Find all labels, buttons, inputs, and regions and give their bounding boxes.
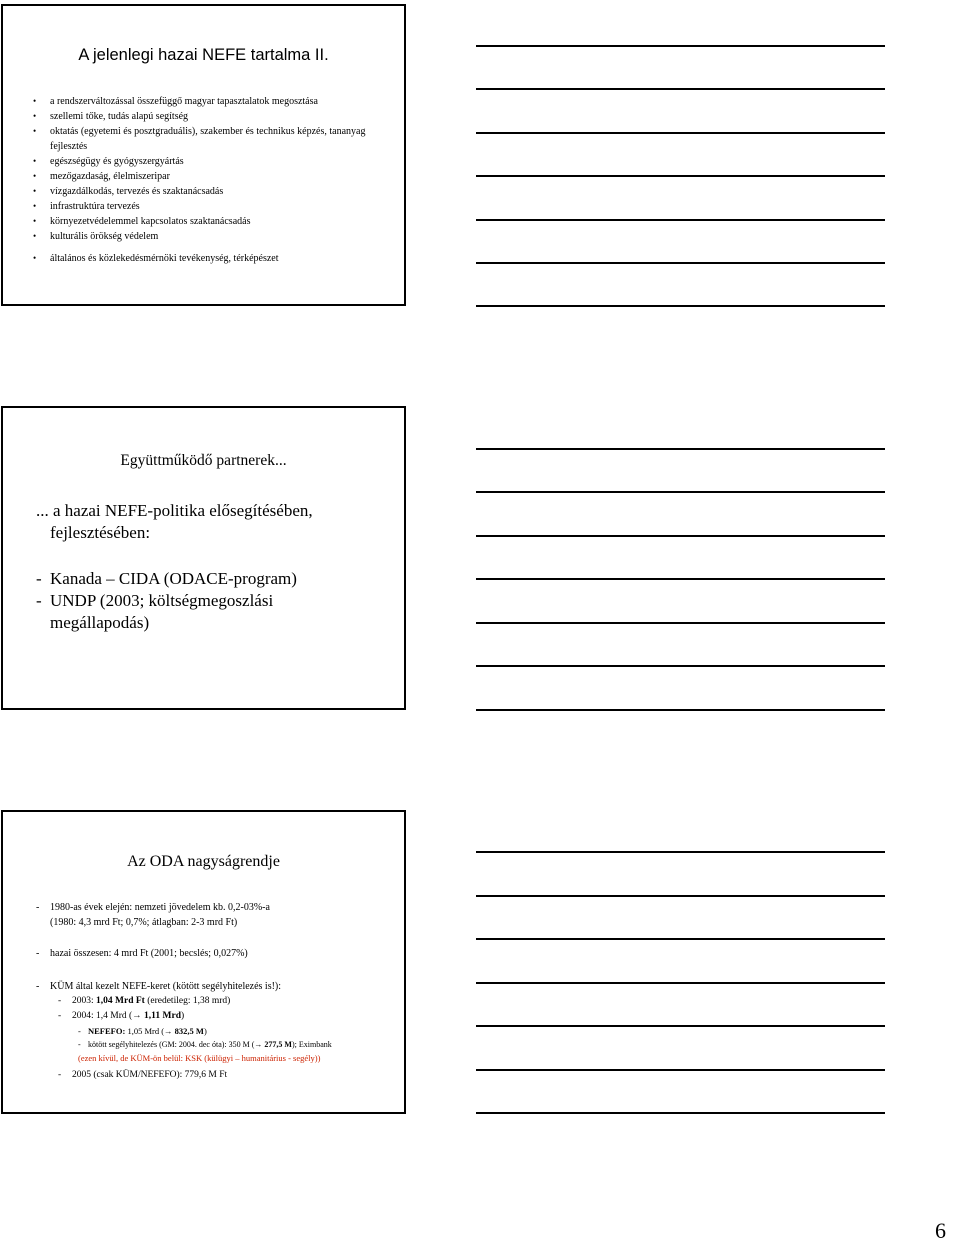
note-line [476, 132, 885, 134]
item-emphasis: 1,04 Mrd Ft [96, 996, 145, 1006]
dash-marker: - [58, 996, 62, 1006]
note-line [476, 895, 885, 897]
note-line [476, 535, 885, 537]
dash-marker: - [36, 569, 42, 588]
sub-item [36, 994, 401, 1009]
note-line [476, 709, 885, 711]
list-item: • oktatás (egyetemi és posztgraduális), szakember és technikus képzés, tananyag fejlesztés [33, 124, 398, 154]
note-line [476, 1069, 885, 1071]
note-line [476, 305, 885, 307]
partner-item [36, 568, 396, 590]
note-line [476, 578, 885, 580]
slide-1-title: A jelenlegi hazai NEFE tartalma II. [78, 46, 329, 64]
slide-1 [1, 4, 406, 306]
slide-2-body [36, 500, 396, 634]
item-text: (1980: 4,3 mrd Ft; 0,7%; átlagban: 2-3 mrd Ft) [50, 917, 238, 928]
arrow-right-icon: → [132, 1011, 142, 1021]
slide-3 [1, 810, 406, 1114]
item-text: (eredetileg: 1,38 mrd) [144, 996, 231, 1006]
item-text: ); Eximbank [291, 1040, 332, 1049]
item-emphasis: 277,5 M [262, 1040, 292, 1049]
item-text: 2005 (csak KÜM/NEFEFO): 779,6 M Ft [72, 1070, 228, 1080]
dash-marker: - [36, 948, 40, 959]
list-item: • a rendszerváltozással összefüggő magyar tapasztalatok megosztása [33, 94, 398, 109]
dash-marker: - [58, 1011, 62, 1021]
list-item: • egészségügy és gyógyszergyártás [33, 154, 398, 169]
slide-2-title: Együttműködő partnerek... [120, 452, 287, 469]
list-item [36, 900, 401, 915]
item-emphasis: NEFEFO: [88, 1026, 128, 1036]
note-line [476, 175, 885, 177]
note-line [476, 938, 885, 940]
intro-line: fejlesztésében: [50, 523, 151, 542]
dash-marker: - [36, 591, 42, 610]
note-line [476, 219, 885, 221]
item-emphasis: 1,11 Mrd [141, 1011, 181, 1021]
slide-2 [1, 406, 406, 710]
dash-marker: - [78, 1026, 81, 1036]
note-line [476, 45, 885, 47]
item-text: kötött segélyhitelezés (GM: 2004. dec óta): 350 M ( [88, 1040, 255, 1049]
dash-marker: - [36, 902, 40, 913]
item-text: hazai összesen: 4 mrd Ft (2001; becslés; 0,027%) [50, 948, 248, 959]
slide-1-bullet-list [33, 94, 398, 266]
note-line [476, 448, 885, 450]
item-text: 2003: [72, 996, 97, 1006]
sub-sub-item [36, 1038, 401, 1052]
note-line [476, 622, 885, 624]
slide-3-body [36, 900, 401, 1083]
partner-label: UNDP (2003; költségmegoszlási [50, 591, 274, 610]
list-item [36, 946, 401, 961]
item-text: ) [203, 1026, 207, 1036]
arrow-right-icon: → [254, 1040, 263, 1049]
note-line [476, 851, 885, 853]
note-line [476, 491, 885, 493]
list-item: • környezetvédelemmel kapcsolatos szaktanácsadás [33, 214, 398, 229]
dash-marker: - [78, 1040, 81, 1049]
note-line [476, 665, 885, 667]
item-text: KÜM által kezelt NEFE-keret (kötött segélyhitelezés is!): [50, 981, 282, 992]
note-line [476, 982, 885, 984]
item-text: 1980-as évek elején: nemzeti jövedelem kb. 0,2-03%-a [50, 902, 270, 913]
sub-sub-item [36, 1024, 401, 1038]
list-item: • infrastruktúra tervezés [33, 199, 398, 214]
item-text: 2004: 1,4 Mrd ( [72, 1011, 133, 1021]
note-line [476, 1025, 885, 1027]
list-item: • kulturális örökség védelem [33, 229, 398, 244]
page-number: 6 [935, 1218, 946, 1243]
list-item [36, 979, 401, 994]
note-line [476, 88, 885, 90]
item-text: 1,05 Mrd ( [127, 1026, 165, 1036]
arrow-right-icon: → [164, 1026, 173, 1036]
dash-marker: - [36, 981, 40, 992]
dash-marker: - [58, 1070, 62, 1080]
note-line [476, 262, 885, 264]
intro-line: ... a hazai NEFE-politika elősegítésében, [36, 501, 313, 520]
list-item: • szellemi tőke, tudás alapú segítség [33, 109, 398, 124]
sub-item [36, 1068, 401, 1083]
item-emphasis: 832,5 M [172, 1026, 204, 1036]
sub-sub-item-note: (ezen kívül, de KÜM-ön belül: KSK (külügyi – humanitárius - segély)) [78, 1053, 321, 1063]
partner-label: Kanada – CIDA (ODACE-program) [50, 569, 297, 588]
sub-item [36, 1009, 401, 1024]
list-item: • mezőgazdaság, élelmiszeripar [33, 169, 398, 184]
item-text: ) [181, 1011, 185, 1021]
slide-3-title: Az ODA nagyságrendje [127, 853, 280, 870]
partner-item [36, 590, 396, 612]
list-item-continued [36, 915, 401, 930]
note-line [476, 1112, 885, 1114]
partner-label-continued: megállapodás) [50, 613, 150, 632]
list-item: • vízgazdálkodás, tervezés és szaktanácsadás [33, 184, 398, 199]
list-item: • általános és közlekedésmérnöki tevékenység, térképészet [33, 251, 398, 266]
